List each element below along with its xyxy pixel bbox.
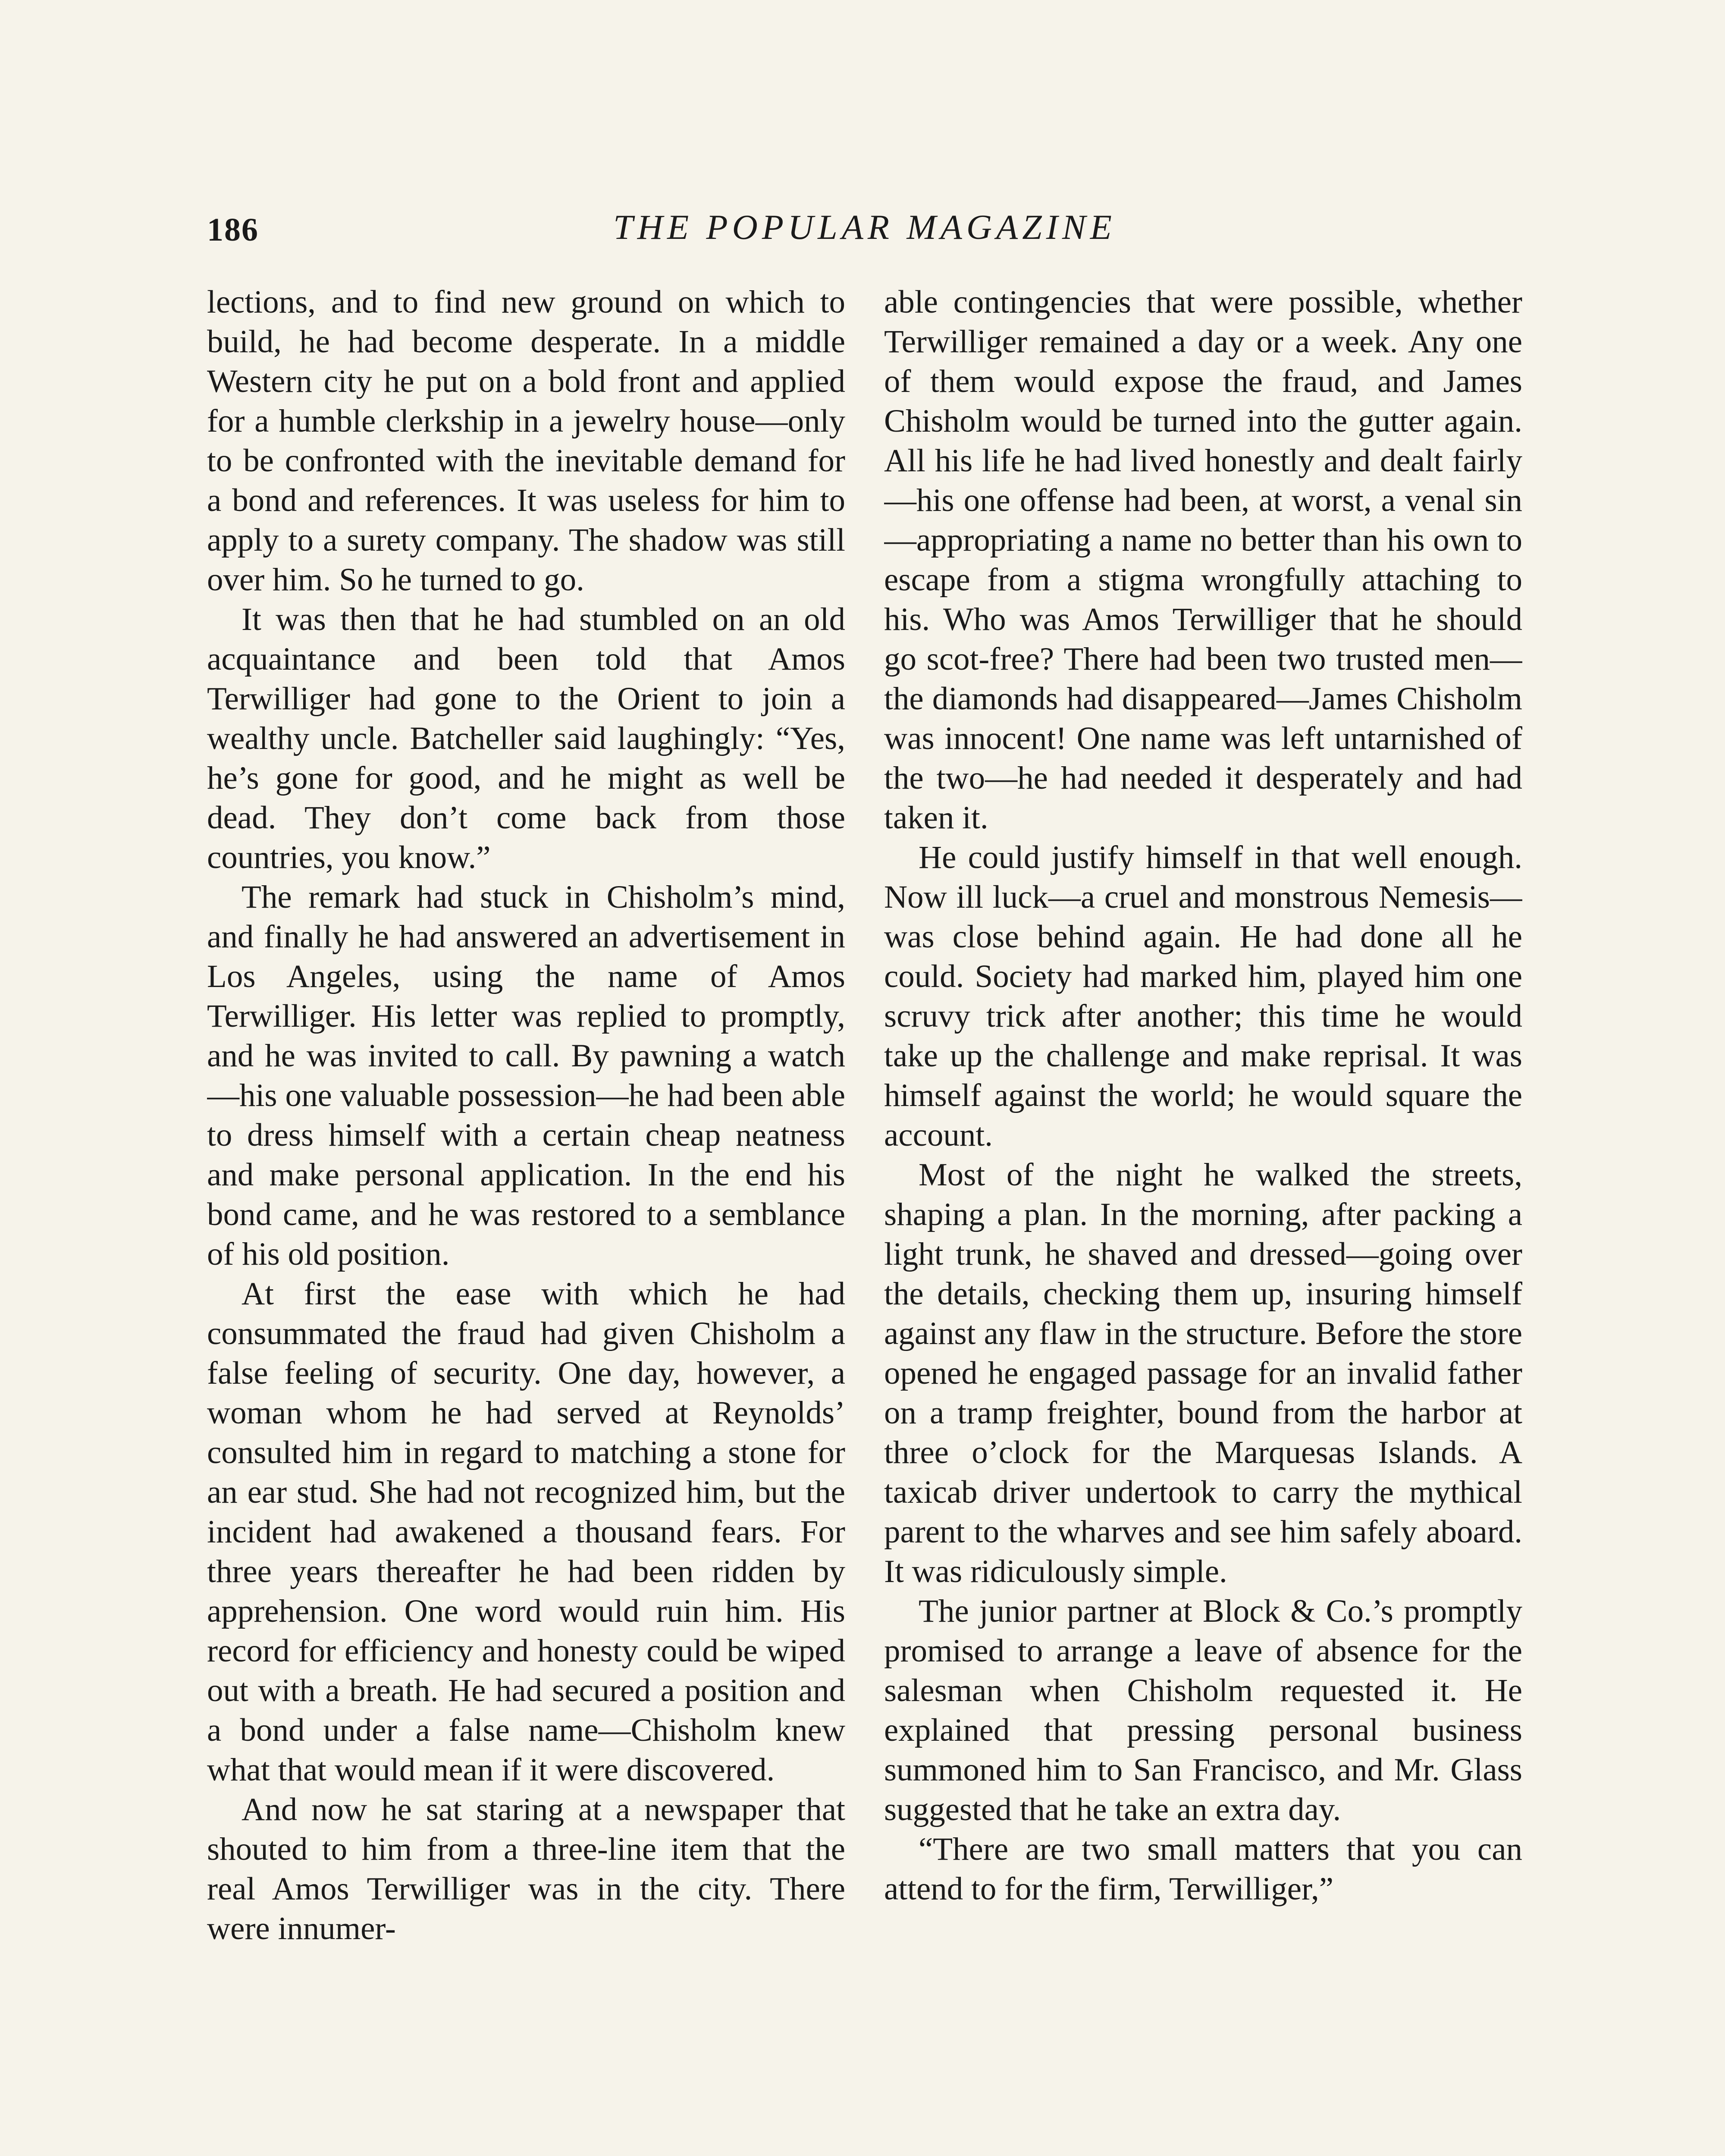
paragraph: He could justify himself in that well enough. Now ill luck—a cruel and monstrous Nemesis—was close behind again. He had done all he could. Society had marked him, played him one scruvy trick after another; this time he would take up the challenge and make reprisal. It was himself against the world; he would square the account. [884, 840, 1522, 1153]
paragraph: able contingencies that were possible, whether Terwilliger remained a day or a week. Any one of them would expose the fraud, and James Chisholm would be turned into the gutter again. All his life he had lived honestly and dealt fairly—his one offense had been, at worst, a venal sin—appropriating a name no better than his own to escape from a stigma wrongfully attaching to his. Who was Amos Terwilliger that he should go scot-free? There had been two trusted men—the diamonds had disappeared—James Chisholm was innocent! One name was left untarnished of the two—he had needed it desperately and had taken it. [884, 284, 1522, 836]
text-column-left [207, 282, 845, 2156]
paragraph: At first the ease with which he had consummated the fraud had given Chisholm a false feeling of security. One day, however, a woman whom he had served at Reynolds’ consulted him in regard to matching a stone for an ear stud. She had not recognized him, but the incident had awakened a thousand fears. For three years thereafter he had been ridden by apprehension. One word would ruin him. His record for efficiency and honesty could be wiped out with a breath. He had secured a position and a bond under a false name—Chisholm knew what that would mean if it were discovered. [207, 1276, 845, 1788]
text-column-right [884, 282, 1522, 2156]
paragraph: lections, and to find new ground on which to build, he had become desperate. In a middle Western city he put on a bold front and applied for a humble clerkship in a jewelry house—only to be confronted with the inevitable demand for a bond and references. It was useless for him to apply to a surety company. The shadow was still over him. So he turned to go. [207, 284, 845, 598]
paragraph: And now he sat staring at a newspaper that shouted to him from a three-line item that the real Amos Terwilliger was in the city. There were innumer- [207, 1792, 845, 1946]
running-title: THE POPULAR MAGAZINE [613, 207, 1116, 247]
paragraph: The junior partner at Block & Co.’s promptly promised to arrange a leave of absence for the salesman when Chisholm requested it. He explained that pressing personal business summoned him to San Francisco, and Mr. Glass suggested that he take an extra day. [884, 1593, 1522, 1827]
paragraph: It was then that he had stumbled on an old acquaintance and been told that Amos Terwilliger had gone to the Orient to join a wealthy uncle. Batcheller said laughingly: “Yes, he’s gone for good, and he might as well be dead. They don’t come back from those countries, you know.” [207, 602, 845, 875]
page-number: 186 [207, 212, 259, 248]
page-header [207, 203, 1522, 254]
paragraph: The remark had stuck in Chisholm’s mind, and finally he had answered an advertisement in Los Angeles, using the name of Amos Terwilliger. His letter was replied to promptly, and he was invited to call. By pawning a watch—his one valuable possession—he had been able to dress himself with a certain cheap neatness and make personal application. In the end his bond came, and he was restored to a semblance of his old position. [207, 879, 845, 1272]
paragraph: “There are two small matters that you can attend to for the firm, Terwilliger,” [884, 1831, 1522, 1907]
paragraph: Most of the night he walked the streets, shaping a plan. In the morning, after packing a light trunk, he shaved and dressed—going over the details, checking them up, insuring himself against any flaw in the structure. Before the store opened he engaged passage for an invalid father on a tramp freighter, bound from the harbor at three o’clock for the Marquesas Islands. A taxicab driver undertook to carry the mythical parent to the wharves and see him safely aboard. It was ridiculously simple. [884, 1157, 1522, 1589]
